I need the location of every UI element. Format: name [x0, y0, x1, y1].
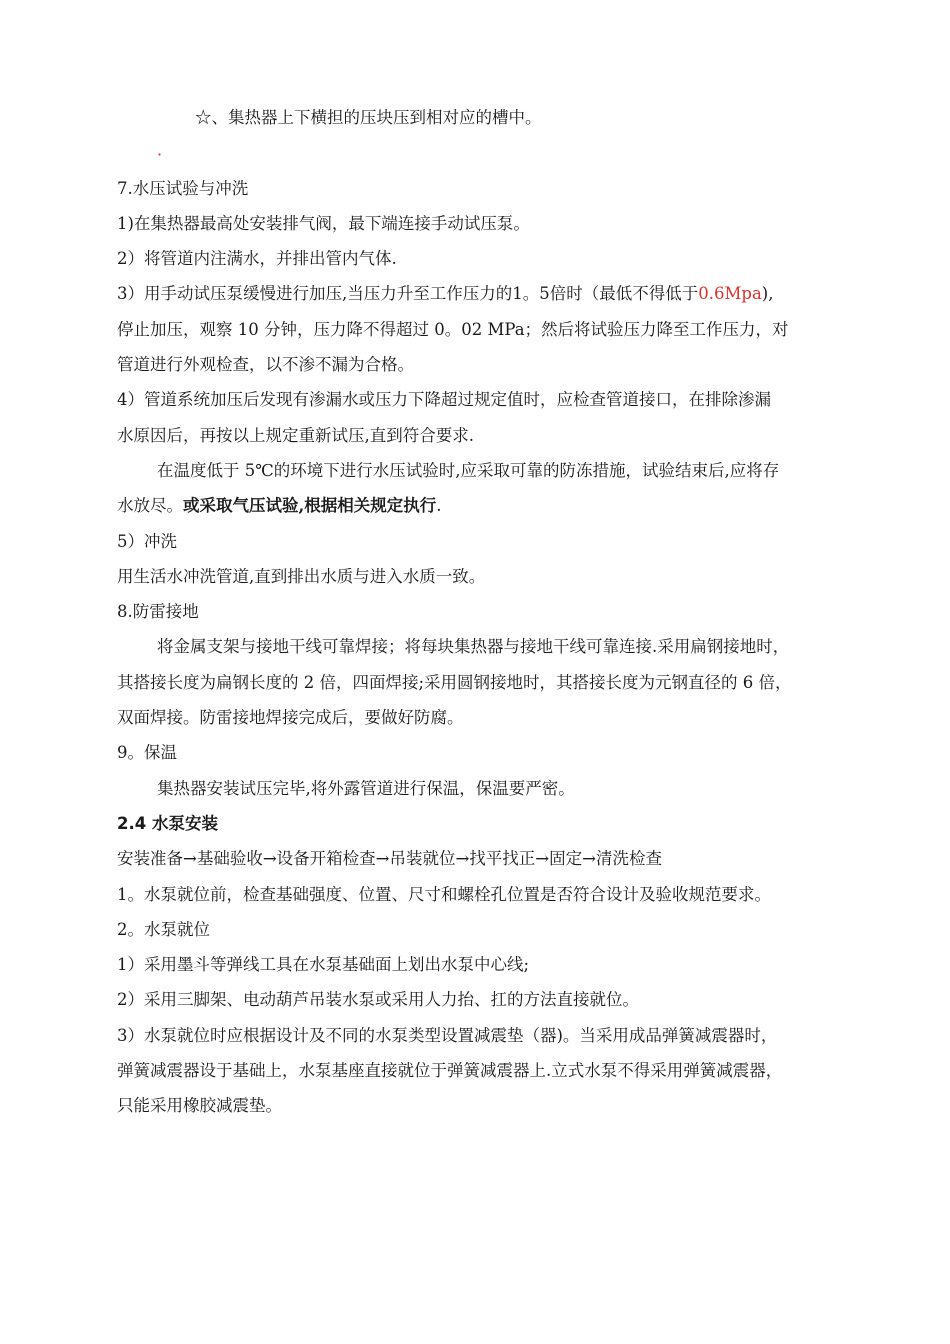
- grounding-line-2: 其搭接长度为扁钢长度的 2 倍，四面焊接;采用圆钢接地时，其搭接长度为元钢直径的 6 倍，: [117, 672, 792, 692]
- grounding-line-1: 将金属支架与接地干线可靠焊接；将每块集热器与接地干线可靠连接.采用扁钢接地时，: [157, 637, 790, 657]
- flush-text: 用生活水冲洗管道,直到排出水质与进入水质一致。: [117, 566, 486, 586]
- paragraph-4-line-2: 水原因后，再按以上规定重新试压,直到符合要求.: [117, 425, 474, 445]
- section-heading-9: 9。保温: [117, 743, 177, 763]
- paragraph-3-line-2: 停止加压，观察 10 分钟，压力降不得超过 0。02 MPa；然后将试验压力降至工作压力，对: [117, 319, 789, 339]
- paragraph-3-text: 3）用手动试压泵缓慢进行加压,当压力升至工作压力的1。5倍时（最低不得低于: [117, 284, 699, 304]
- paragraph-3-line-3: 管道进行外观检查，以不渗不漏为合格。: [117, 355, 414, 375]
- paragraph-3-close: ),: [761, 284, 774, 304]
- paragraph-5-line-1: 在温度低于 5℃的环境下进行水压试验时,应采取可靠的防冻措施，试验结束后,应将存: [157, 460, 780, 480]
- red-mark: ·: [157, 145, 163, 165]
- process-flow: 安装准备→基础验收→设备开箱检查→吊装就位→找平找正→固定→清洗检查: [117, 849, 662, 869]
- pump-item-2: 2。水泵就位: [117, 919, 210, 939]
- pressure-value: 0.6Mpa: [698, 284, 762, 304]
- insulation-text: 集热器安装试压完毕,将外露管道进行保温，保温要严密。: [157, 778, 575, 798]
- paragraph-3-line-1: [117, 276, 885, 311]
- bullet-line: ☆、集热器上下横担的压块压到相对应的槽中。: [195, 108, 542, 127]
- grounding-line-3: 双面焊接。防雷接地焊接完成后，要做好防腐。: [117, 708, 464, 728]
- paragraph-1: 1)在集热器最高处安装排气阀，最下端连接手动试压泵。: [117, 213, 530, 233]
- pump-subitem-2: 2）采用三脚架、电动葫芦吊装水泵或采用人力抬、扛的方法直接就位。: [117, 990, 639, 1010]
- paragraph-5-end: .: [436, 496, 442, 516]
- pump-subitem-3-line-3: 只能采用橡胶减震垫。: [117, 1096, 282, 1116]
- pump-item-1: 1。水泵就位前，检查基础强度、位置、尺寸和螺栓孔位置是否符合设计及验收规范要求。: [117, 884, 771, 904]
- section-heading-7: 7.水压试验与冲洗: [117, 178, 249, 198]
- paragraph-5-bold: 或采取气压试验,根据相关规定执行: [183, 496, 437, 516]
- document-page: [117, 100, 885, 1124]
- pump-subitem-3-line-1: 3）水泵就位时应根据设计及不同的水泵类型设置减震垫（器)。当采用成品弹簧减震器时，: [117, 1025, 778, 1045]
- paragraph-4-line-1: 4）管道系统加压后发现有渗漏水或压力下降超过规定值时，应检查管道接口，在排除渗漏: [117, 390, 771, 410]
- pump-subitem-3-line-2: 弹簧减震器设于基础上，水泵基座直接就位于弹簧减震器上.立式水泵不得采用弹簧减震器，: [117, 1061, 783, 1081]
- paragraph-2: 2）将管道内注满水，并排出管内气体.: [117, 249, 397, 269]
- section-heading-2-4: 2.4 水泵安装: [117, 813, 218, 833]
- red-mark-line: [117, 135, 885, 170]
- section-heading-8: 8.防雷接地: [117, 602, 199, 622]
- pump-subitem-1: 1）采用墨斗等弹线工具在水泵基础面上划出水泵中心线;: [117, 955, 530, 975]
- paragraph-5-line-2: [117, 488, 885, 523]
- paragraph-5-plain: 水放尽。: [117, 496, 183, 516]
- item-flush: 5）冲洗: [117, 531, 177, 551]
